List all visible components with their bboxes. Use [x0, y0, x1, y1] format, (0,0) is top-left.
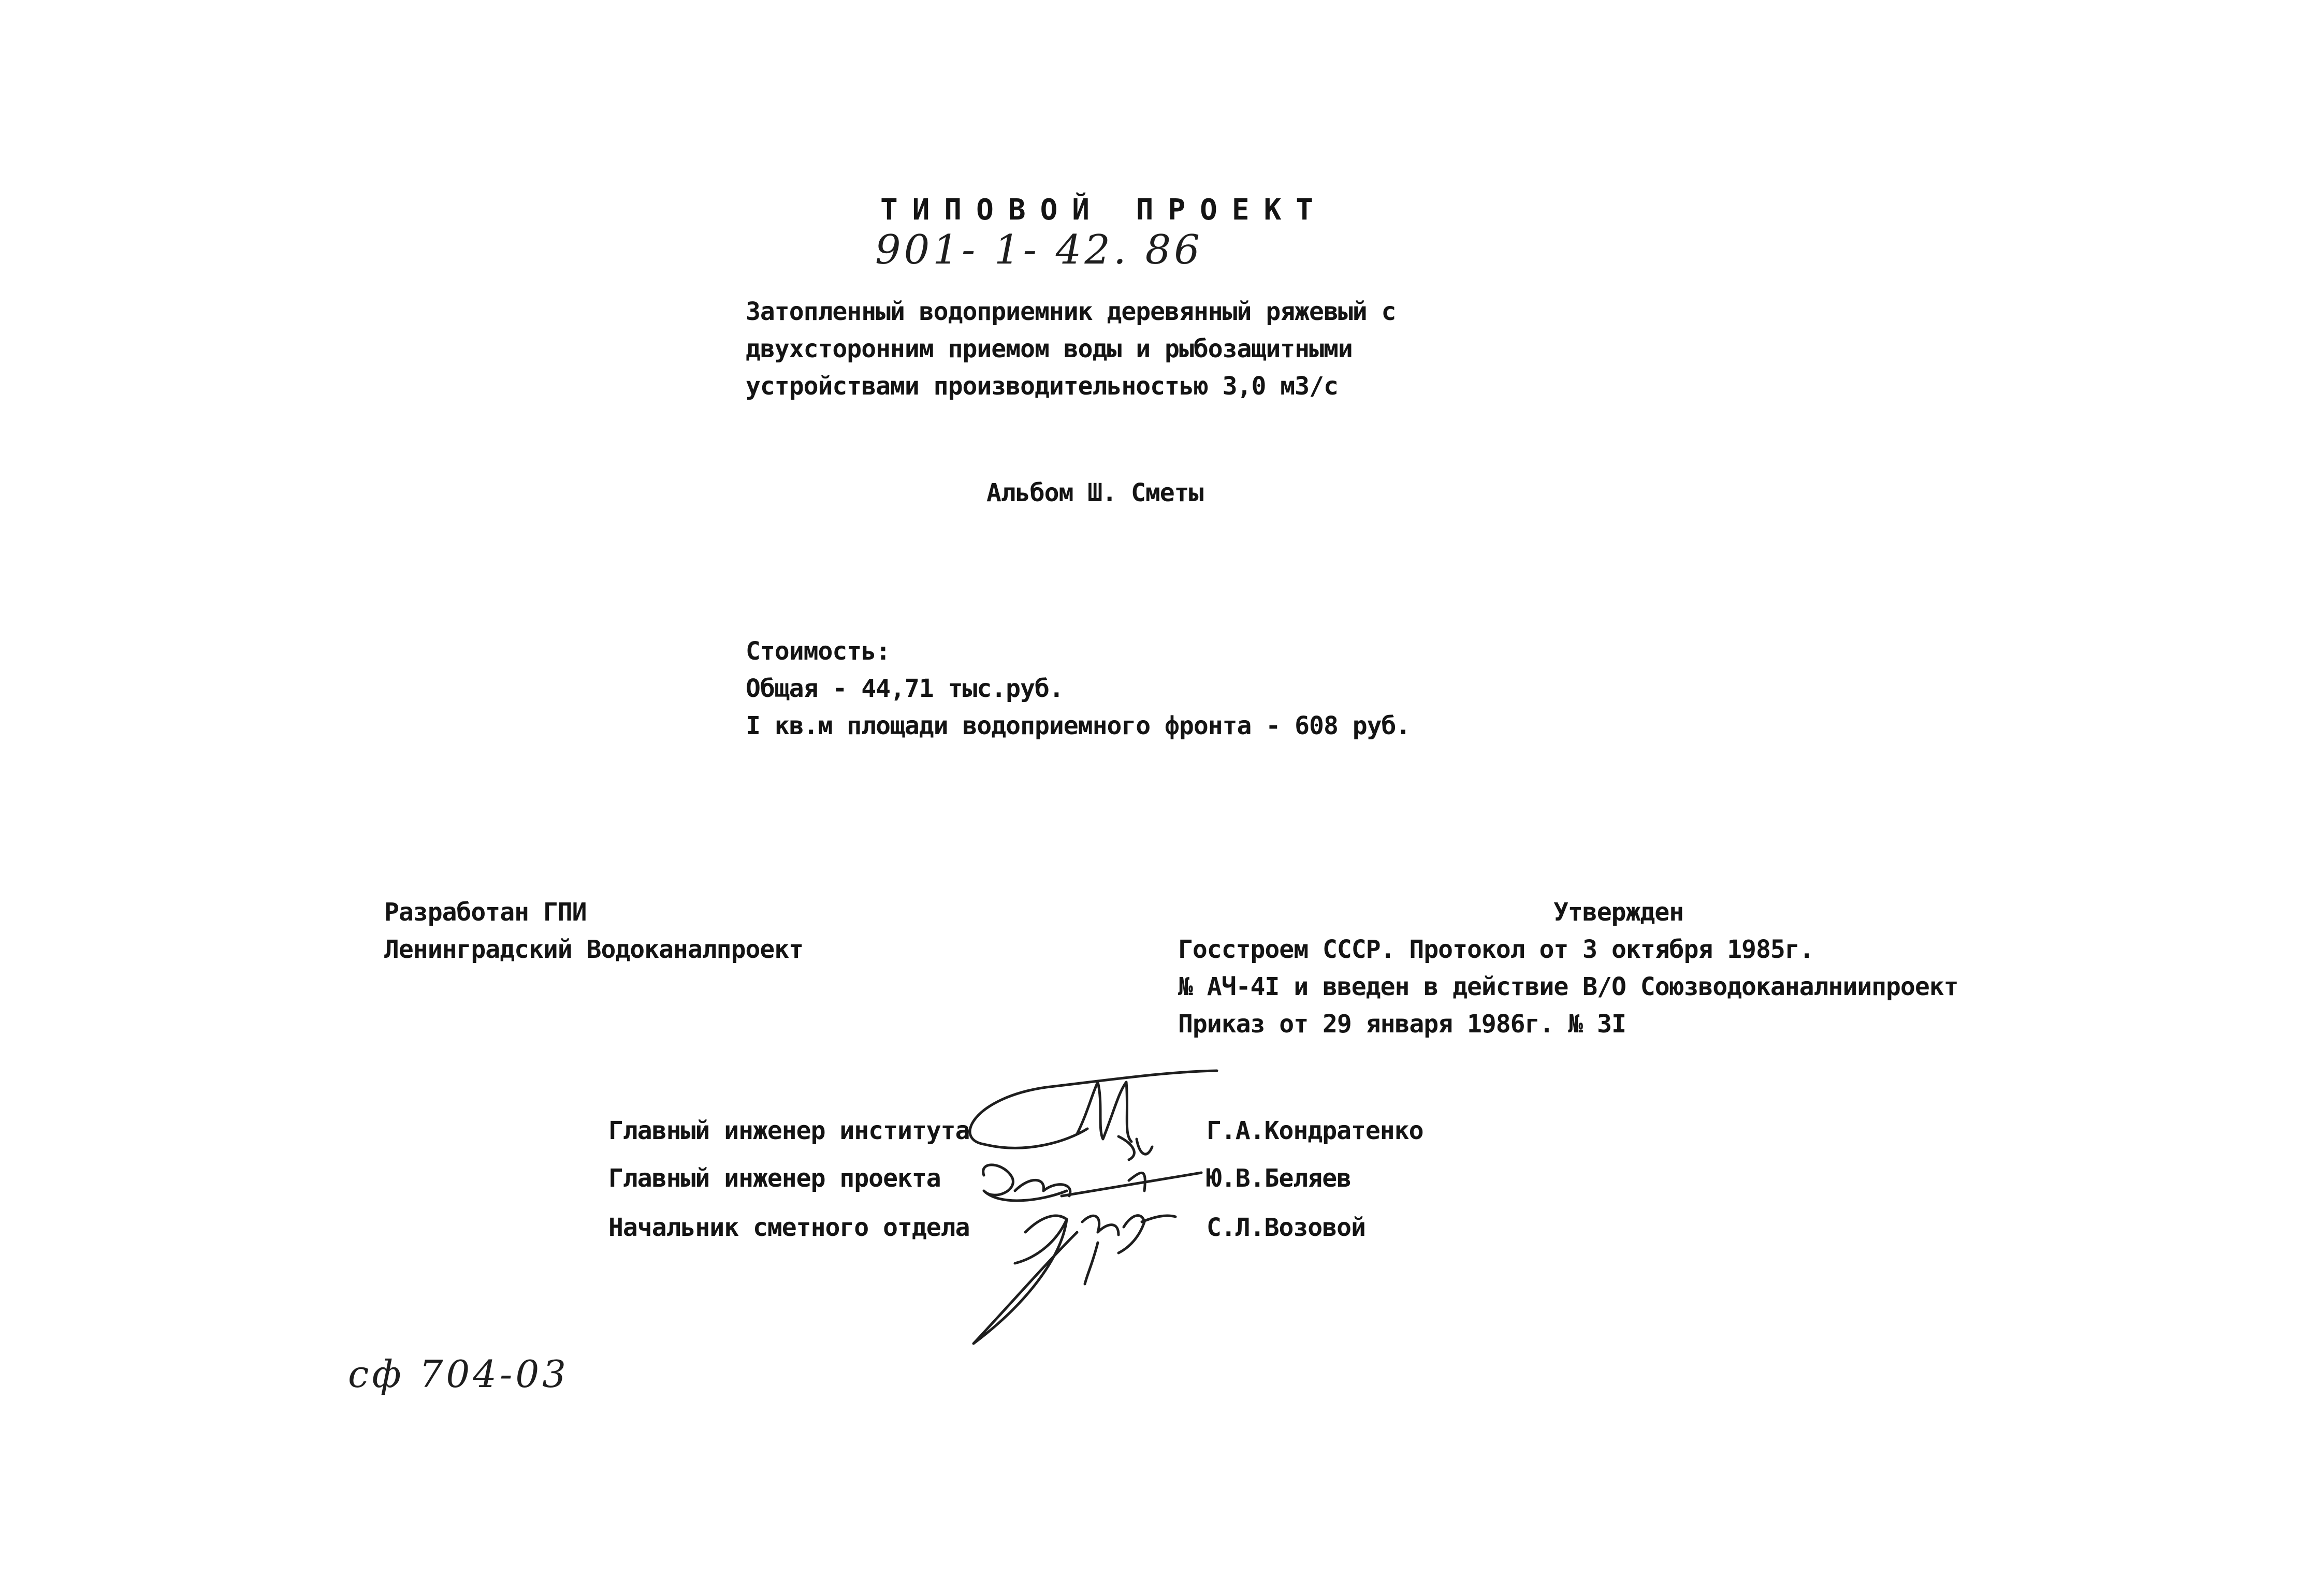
description-line: Затопленный водоприемник деревянный ряжевый с: [746, 297, 1396, 326]
album-label: Альбом Ш. Сметы: [986, 478, 1203, 507]
description-line: двухсторонним приемом воды и рыбозащитными: [746, 334, 1353, 363]
description-line: устройствами производительностью 3,0 м3/с: [746, 372, 1338, 401]
signatory-position: Начальник сметного отдела: [608, 1213, 970, 1242]
project-number: 901- 1- 42. 86: [875, 227, 1203, 273]
developer-line: Разработан ГПИ: [384, 898, 587, 927]
signatory-position: Главный инженер института: [608, 1116, 970, 1145]
approval-line: Приказ от 29 января 1986г. № 3I: [1178, 1010, 1626, 1039]
document-title: ТИПОВОЙ ПРОЕКТ: [880, 193, 1328, 227]
signatory-position: Главный инженер проекта: [608, 1164, 941, 1193]
archive-code: сф 704-03: [348, 1352, 569, 1396]
signatory-name: Ю.В.Беляев: [1207, 1164, 1351, 1193]
cost-per-sqm: I кв.м площади водоприемного фронта - 608 руб.: [746, 711, 1411, 740]
signatory-name: С.Л.Возовой: [1207, 1213, 1366, 1242]
developer-line: Ленинградский Водоканалпроект: [384, 935, 804, 964]
approval-line: № АЧ-4I и введен в действие В/О Союзводоканалниипроект: [1178, 972, 1958, 1001]
approval-heading: Утвержден: [1553, 898, 1684, 927]
cost-total: Общая - 44,71 тыс.руб.: [746, 674, 1064, 703]
cost-section: [746, 633, 1410, 745]
project-description: [746, 293, 1396, 405]
approval-line: Госстроем СССР. Протокол от 3 октября 1985г.: [1178, 935, 1814, 964]
cost-heading: Стоимость:: [746, 637, 890, 666]
signatory-name: Г.А.Кондратенко: [1207, 1116, 1424, 1145]
approval-section: [1178, 931, 1958, 1043]
developer-section: [384, 894, 803, 968]
